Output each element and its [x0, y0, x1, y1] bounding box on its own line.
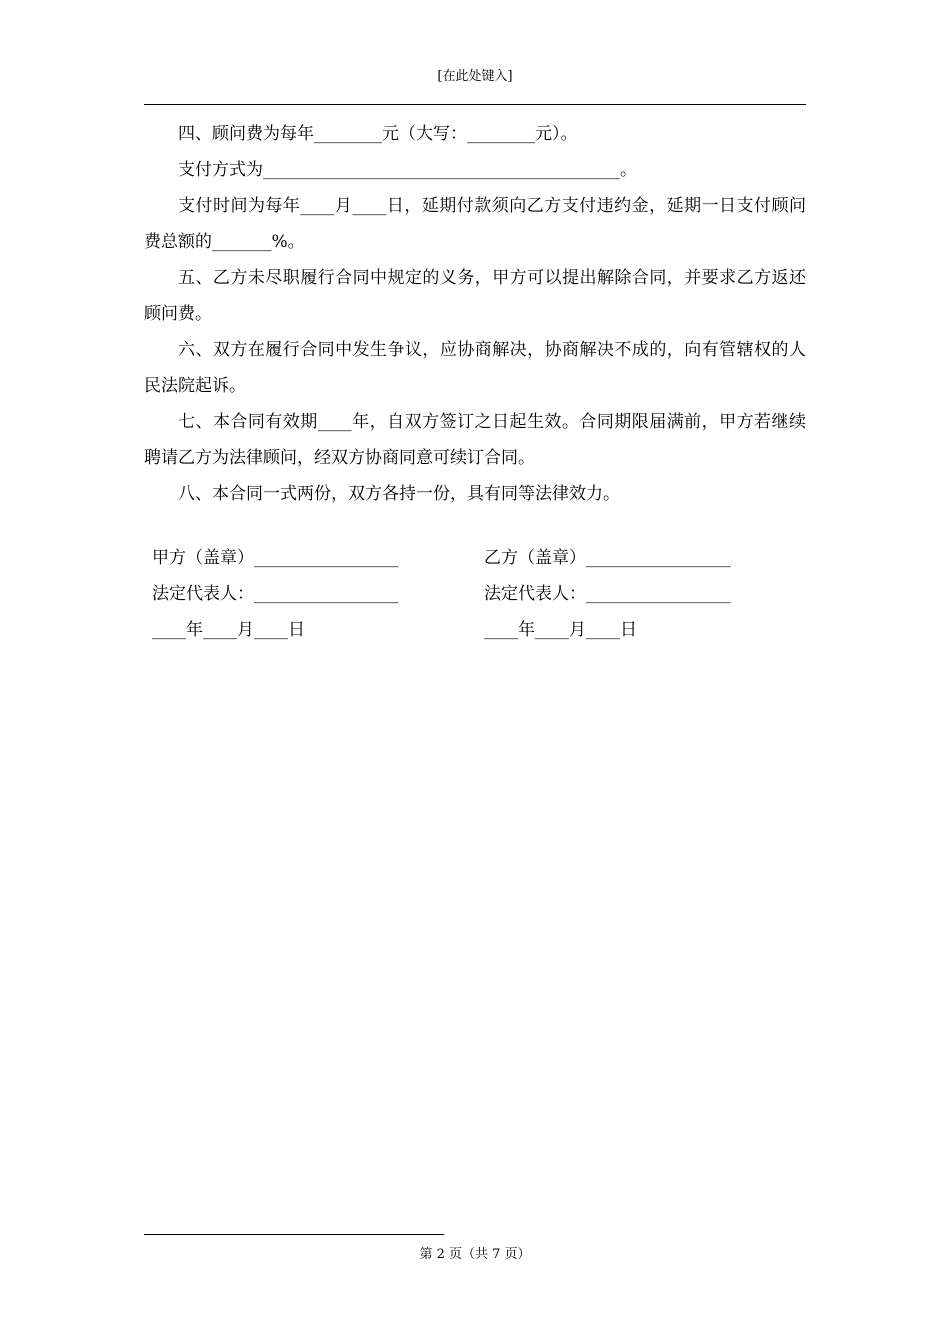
- clause-6: 六、双方在履行合同中发生争议，应协商解决，协商解决不成的，向有管辖权的人民法院起诉。: [144, 340, 806, 396]
- party-a-date: ____年____月____日: [152, 620, 305, 640]
- clause-4-fee: 四、顾问费为每年________元（大写：________元）。: [178, 124, 578, 144]
- header-divider: [144, 104, 806, 105]
- signature-seal-row: [152, 540, 792, 576]
- page-header: [在此处键入]: [437, 69, 513, 84]
- party-b-representative: 法定代表人：_________________: [484, 584, 731, 604]
- party-b-seal: 乙方（盖章）_________________: [484, 548, 731, 568]
- clause-7: 七、本合同有效期____年，自双方签订之日起生效。合同期限届满前，甲方若继续聘请乙方为法律顾问，经双方协商同意可续订合同。: [144, 412, 806, 468]
- clause-4-payment-time: 支付时间为每年____月____日，延期付款须向乙方支付违约金，延期一日支付顾问费总额的_______%。: [144, 196, 806, 252]
- party-a-seal: 甲方（盖章）_________________: [152, 548, 399, 568]
- signature-rep-row: [152, 576, 792, 612]
- party-b-date: ____年____月____日: [484, 620, 637, 640]
- clause-5: 五、乙方未尽职履行合同中规定的义务，甲方可以提出解除合同，并要求乙方返还顾问费。: [144, 268, 806, 324]
- page-number: 第 2 页（共 7 页）: [419, 1247, 531, 1262]
- party-a-representative: 法定代表人：_________________: [152, 584, 399, 604]
- clause-4-payment-method: 支付方式为__________________________________________。: [178, 160, 637, 180]
- footer-divider: [144, 1234, 444, 1235]
- signature-block: [152, 540, 792, 648]
- signature-date-row: [152, 612, 792, 648]
- clause-8: 八、本合同一式两份，双方各持一份，具有同等法律效力。: [178, 484, 620, 504]
- contract-body: [144, 116, 806, 512]
